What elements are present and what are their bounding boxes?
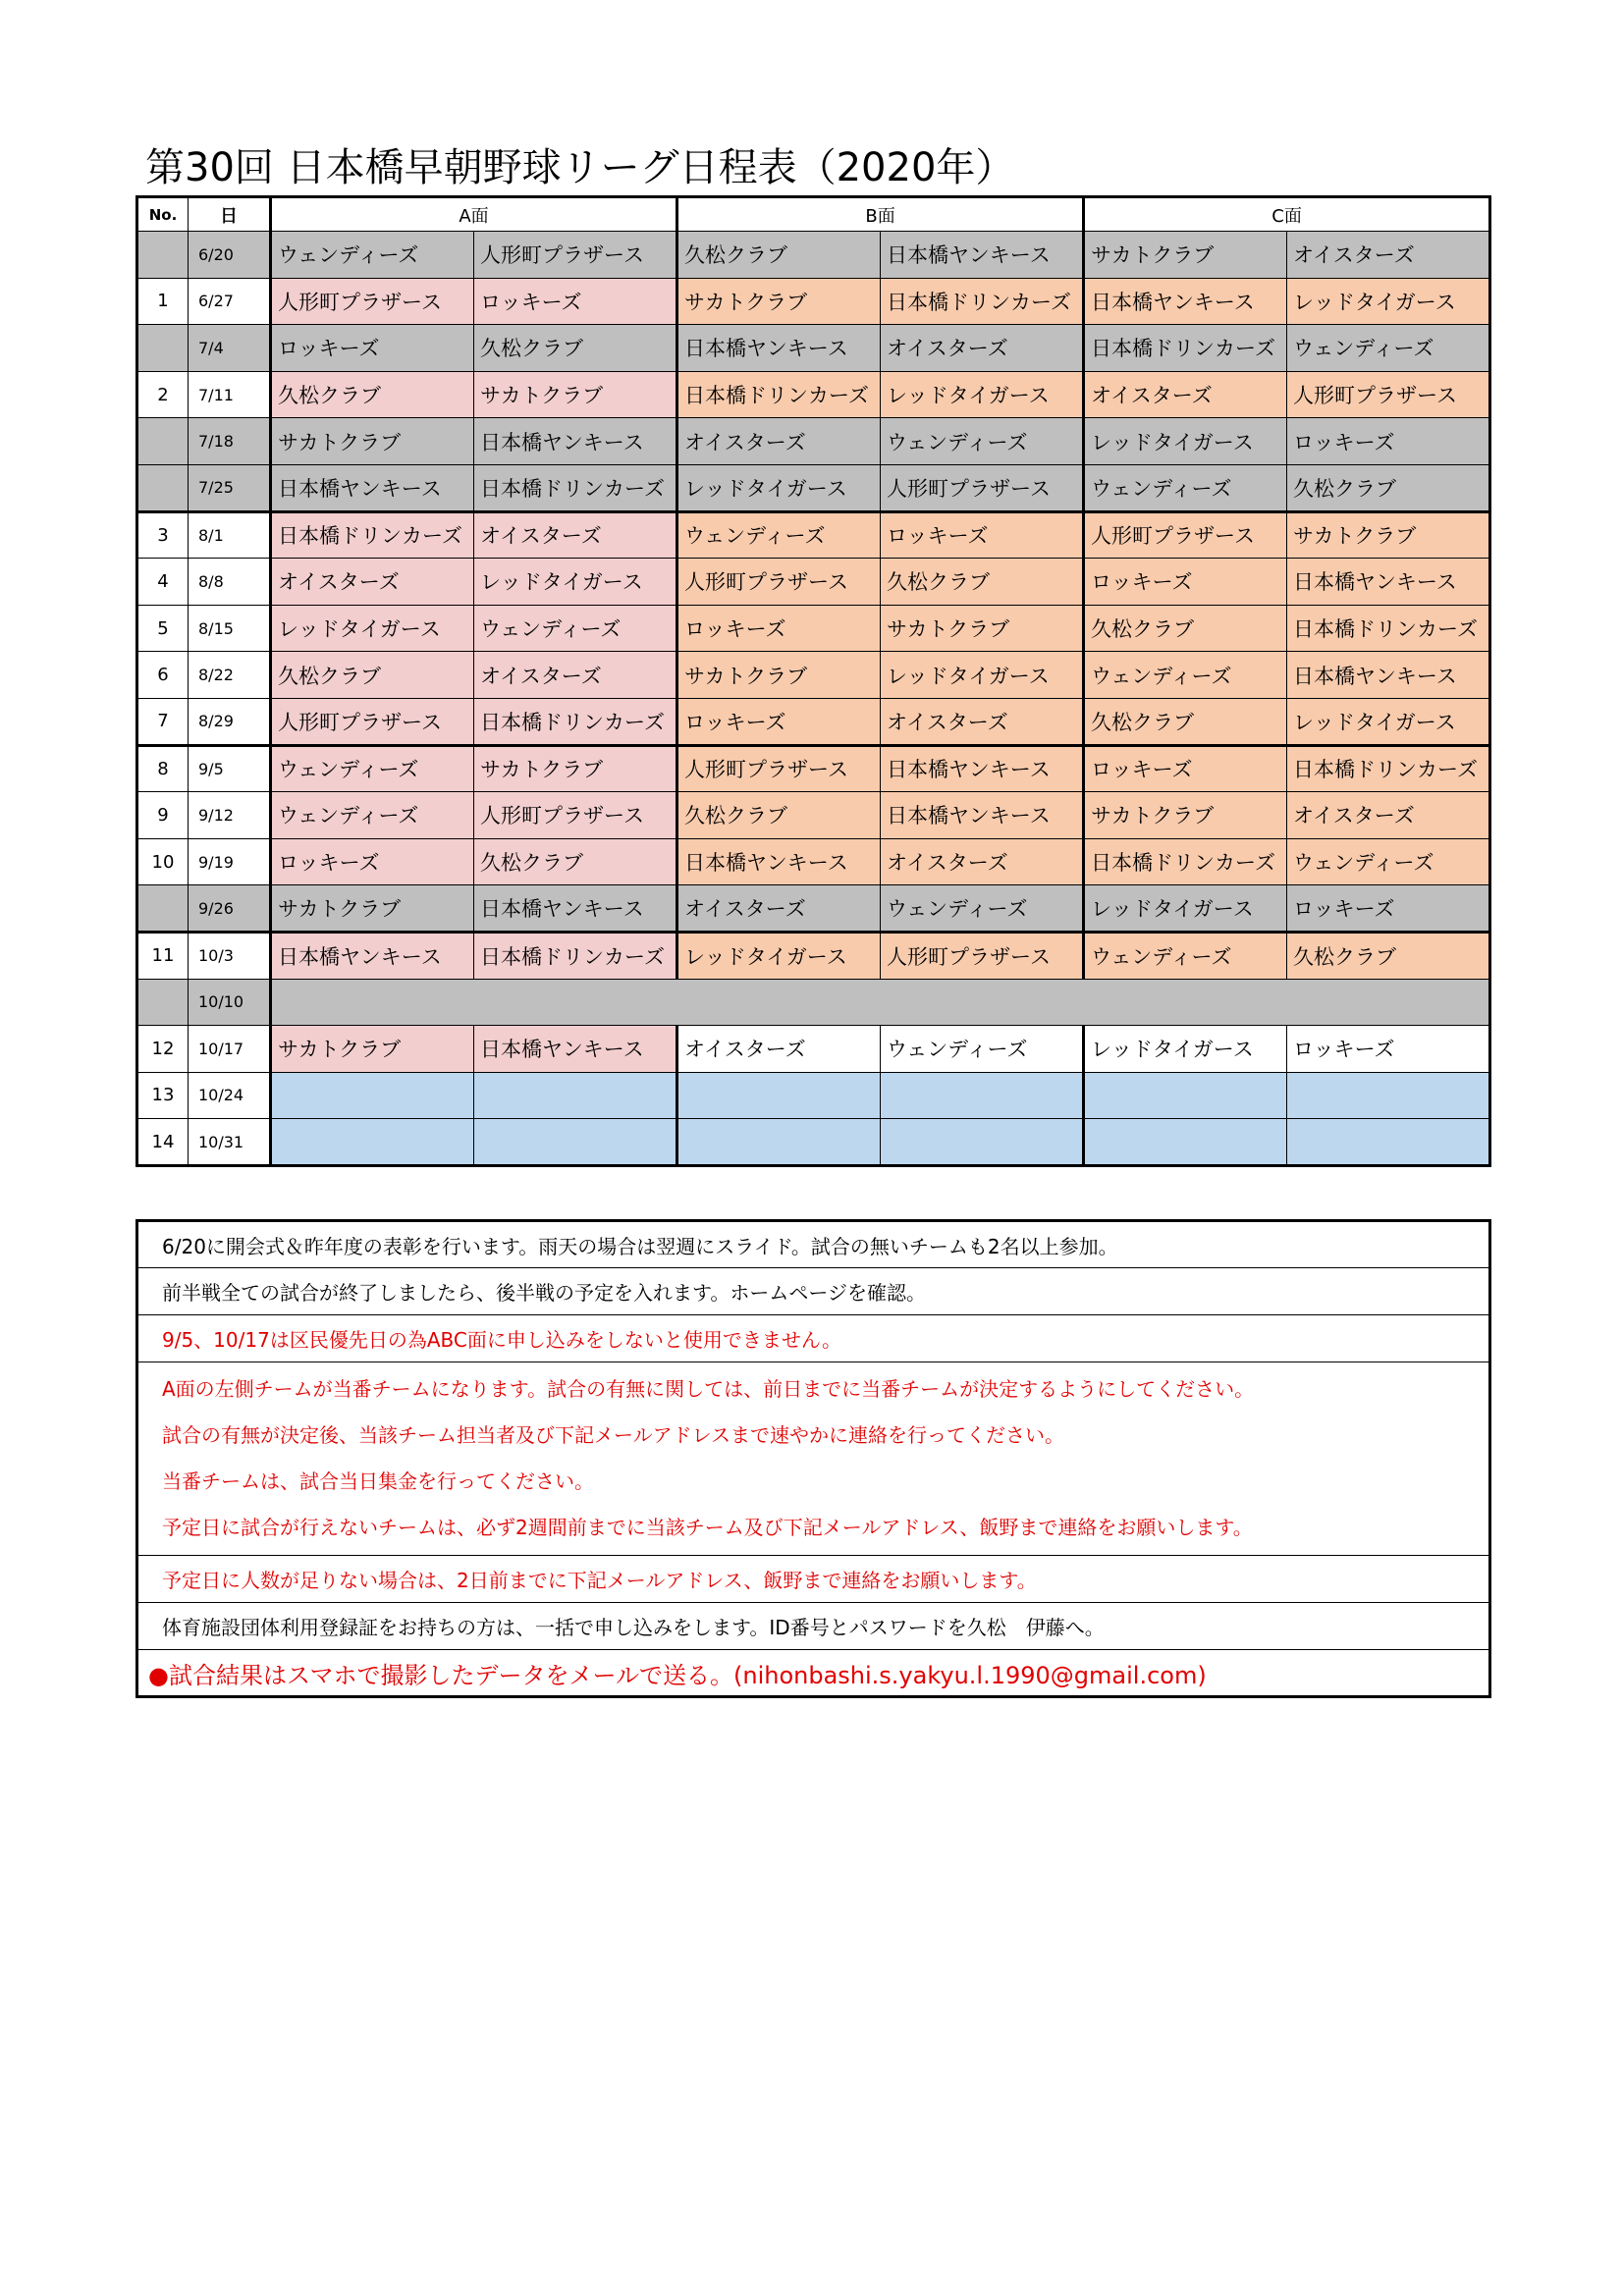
team-b-field-right: オイスターズ: [881, 325, 1084, 372]
team-c-field-right: 日本橋ドリンカーズ: [1287, 605, 1490, 652]
game-date: 8/29: [189, 698, 271, 745]
team-a-field-right: サカトクラブ: [474, 371, 677, 418]
note-priority-days: 9/5、10/17は区民優先日の為ABC面に申し込みをしないと使用できません。: [137, 1315, 1490, 1362]
team-a-field-left: 人形町プラザース: [271, 698, 474, 745]
round-number: 2: [137, 371, 189, 418]
team-c-field-left: ウェンディーズ: [1084, 932, 1287, 979]
team-a-field-left: ウェンディーズ: [271, 745, 474, 792]
table-row: [137, 1026, 1490, 1073]
team-c-field-right: レッドタイガース: [1287, 278, 1490, 325]
round-number: [137, 464, 189, 511]
team-c-field-left: [1084, 1072, 1287, 1119]
team-b-field-left: 人形町プラザース: [677, 745, 881, 792]
team-b-field-right: ロッキーズ: [881, 511, 1084, 559]
game-date: 6/20: [189, 232, 271, 279]
team-b-field-right: オイスターズ: [881, 698, 1084, 745]
round-number: 5: [137, 605, 189, 652]
team-c-field-left: 日本橋ドリンカーズ: [1084, 838, 1287, 885]
team-a-field-right: 久松クラブ: [474, 838, 677, 885]
table-row: [137, 792, 1490, 839]
table-row: [137, 1119, 1490, 1166]
note-results: [137, 1650, 1490, 1697]
team-a-field-right: 日本橋ヤンキース: [474, 885, 677, 933]
team-b-field-right: 日本橋ヤンキース: [881, 232, 1084, 279]
team-c-field-right: [1287, 1119, 1490, 1166]
team-a-field-right: 日本橋ヤンキース: [474, 418, 677, 465]
round-number: 12: [137, 1026, 189, 1073]
team-c-field-right: ロッキーズ: [1287, 1026, 1490, 1073]
table-row: [137, 418, 1490, 465]
round-number: 9: [137, 792, 189, 839]
table-row: [137, 278, 1490, 325]
team-c-field-left: レッドタイガース: [1084, 1026, 1287, 1073]
table-row: [137, 559, 1490, 606]
team-a-field-left: ウェンディーズ: [271, 232, 474, 279]
team-b-field-left: レッドタイガース: [677, 464, 881, 511]
team-c-field-right: 久松クラブ: [1287, 464, 1490, 511]
table-row: [137, 885, 1490, 933]
team-b-field-left: ロッキーズ: [677, 605, 881, 652]
round-number: 10: [137, 838, 189, 885]
team-c-field-left: 久松クラブ: [1084, 698, 1287, 745]
team-b-field-right: レッドタイガース: [881, 371, 1084, 418]
team-b-field-left: [677, 1072, 881, 1119]
team-b-field-right: [881, 1072, 1084, 1119]
team-b-field-left: オイスターズ: [677, 418, 881, 465]
bullet-icon: ●: [148, 1661, 169, 1689]
table-row: [137, 371, 1490, 418]
header-a-field: A面: [271, 197, 677, 232]
page-title: 第30回 日本橋早朝野球リーグ日程表（2020年）: [145, 145, 1015, 190]
team-a-field-left: 人形町プラザース: [271, 278, 474, 325]
team-a-field-left: サカトクラブ: [271, 885, 474, 933]
team-c-field-left: サカトクラブ: [1084, 232, 1287, 279]
team-a-field-left: ロッキーズ: [271, 325, 474, 372]
game-date: 10/24: [189, 1072, 271, 1119]
schedule-table: [135, 195, 1491, 1167]
team-c-field-left: サカトクラブ: [1084, 792, 1287, 839]
game-date: 9/12: [189, 792, 271, 839]
team-b-field-left: サカトクラブ: [677, 652, 881, 699]
team-c-field-right: ウェンディーズ: [1287, 325, 1490, 372]
round-number: 14: [137, 1119, 189, 1166]
team-a-field-right: ロッキーズ: [474, 278, 677, 325]
header-b-field: B面: [677, 197, 1084, 232]
team-c-field-right: オイスターズ: [1287, 792, 1490, 839]
team-a-field-left: 日本橋ドリンカーズ: [271, 511, 474, 559]
team-c-field-left: ロッキーズ: [1084, 559, 1287, 606]
team-b-field-right: 日本橋ドリンカーズ: [881, 278, 1084, 325]
game-date: 8/8: [189, 559, 271, 606]
round-number: 1: [137, 278, 189, 325]
team-c-field-right: サカトクラブ: [1287, 511, 1490, 559]
table-row: [137, 1072, 1490, 1119]
table-row: [137, 511, 1490, 559]
note-registration: 体育施設団体利用登録証をお持ちの方は、一括で申し込みをします。ID番号とパスワードを久松 伊藤へ。: [137, 1603, 1490, 1650]
team-a-field-left: [271, 1119, 474, 1166]
game-date: 9/19: [189, 838, 271, 885]
table-row: [137, 838, 1490, 885]
table-row: [137, 932, 1490, 979]
game-date: 7/4: [189, 325, 271, 372]
round-number: 6: [137, 652, 189, 699]
team-c-field-right: ロッキーズ: [1287, 885, 1490, 933]
note-cancellation: 予定日に試合が行えないチームは、必ず2週間前までに当該チーム及び下記メールアドレス、飯野まで連絡をお願いします。: [162, 1516, 1253, 1539]
header-day: 日: [189, 197, 271, 232]
game-date: 10/3: [189, 932, 271, 979]
table-row: [137, 232, 1490, 279]
round-number: [137, 418, 189, 465]
note-duty-team-block: [137, 1362, 1490, 1556]
game-date: 10/10: [189, 979, 271, 1026]
team-c-field-left: ウェンディーズ: [1084, 464, 1287, 511]
team-b-field-right: オイスターズ: [881, 838, 1084, 885]
team-b-field-right: 久松クラブ: [881, 559, 1084, 606]
team-a-field-left: サカトクラブ: [271, 418, 474, 465]
team-c-field-left: ウェンディーズ: [1084, 652, 1287, 699]
table-row: [137, 652, 1490, 699]
team-b-field-right: 人形町プラザース: [881, 464, 1084, 511]
team-a-field-right: 人形町プラザース: [474, 792, 677, 839]
team-a-field-right: レッドタイガース: [474, 559, 677, 606]
table-row: [137, 698, 1490, 745]
team-c-field-left: レッドタイガース: [1084, 418, 1287, 465]
team-b-field-left: 久松クラブ: [677, 792, 881, 839]
round-number: 4: [137, 559, 189, 606]
table-row: [137, 464, 1490, 511]
team-b-field-left: レッドタイガース: [677, 932, 881, 979]
team-c-field-left: [1084, 1119, 1287, 1166]
no-games-cell: [271, 979, 1490, 1026]
team-b-field-left: 日本橋ドリンカーズ: [677, 371, 881, 418]
team-c-field-right: [1287, 1072, 1490, 1119]
team-a-field-right: 日本橋ヤンキース: [474, 1026, 677, 1073]
round-number: 13: [137, 1072, 189, 1119]
team-b-field-right: ウェンディーズ: [881, 1026, 1084, 1073]
team-c-field-left: ロッキーズ: [1084, 745, 1287, 792]
team-c-field-left: 人形町プラザース: [1084, 511, 1287, 559]
team-c-field-left: オイスターズ: [1084, 371, 1287, 418]
team-a-field-right: 人形町プラザース: [474, 232, 677, 279]
schedule-body: [137, 232, 1490, 1166]
team-a-field-right: 日本橋ドリンカーズ: [474, 932, 677, 979]
team-c-field-right: レッドタイガース: [1287, 698, 1490, 745]
team-c-field-left: 久松クラブ: [1084, 605, 1287, 652]
team-b-field-right: 人形町プラザース: [881, 932, 1084, 979]
team-b-field-right: [881, 1119, 1084, 1166]
header-no: No.: [137, 197, 189, 232]
team-b-field-left: オイスターズ: [677, 885, 881, 933]
team-b-field-left: オイスターズ: [677, 1026, 881, 1073]
game-date: 8/1: [189, 511, 271, 559]
team-b-field-left: 日本橋ヤンキース: [677, 838, 881, 885]
team-b-field-left: 人形町プラザース: [677, 559, 881, 606]
team-a-field-right: オイスターズ: [474, 511, 677, 559]
team-c-field-right: オイスターズ: [1287, 232, 1490, 279]
table-row: [137, 325, 1490, 372]
note-collection: 当番チームは、試合当日集金を行ってください。: [162, 1469, 594, 1493]
team-a-field-right: 日本橋ドリンカーズ: [474, 464, 677, 511]
game-date: 10/31: [189, 1119, 271, 1166]
game-date: 9/26: [189, 885, 271, 933]
team-a-field-left: 日本橋ヤンキース: [271, 932, 474, 979]
round-number: 8: [137, 745, 189, 792]
team-c-field-right: 人形町プラザース: [1287, 371, 1490, 418]
game-date: 8/15: [189, 605, 271, 652]
team-a-field-left: ロッキーズ: [271, 838, 474, 885]
table-header-row: [137, 197, 1490, 232]
team-a-field-left: オイスターズ: [271, 559, 474, 606]
team-c-field-right: 日本橋ヤンキース: [1287, 652, 1490, 699]
team-b-field-right: ウェンディーズ: [881, 885, 1084, 933]
round-number: 7: [137, 698, 189, 745]
note-contact: 試合の有無が決定後、当該チーム担当者及び下記メールアドレスまで速やかに連絡を行ってください。: [162, 1423, 1064, 1447]
team-c-field-right: ウェンディーズ: [1287, 838, 1490, 885]
team-a-field-left: [271, 1072, 474, 1119]
team-a-field-right: オイスターズ: [474, 652, 677, 699]
team-c-field-right: ロッキーズ: [1287, 418, 1490, 465]
table-row: [137, 979, 1490, 1026]
team-a-field-right: [474, 1072, 677, 1119]
team-b-field-left: 久松クラブ: [677, 232, 881, 279]
team-b-field-right: 日本橋ヤンキース: [881, 745, 1084, 792]
team-b-field-left: ウェンディーズ: [677, 511, 881, 559]
team-a-field-right: サカトクラブ: [474, 745, 677, 792]
team-a-field-right: [474, 1119, 677, 1166]
team-c-field-left: 日本橋ドリンカーズ: [1084, 325, 1287, 372]
round-number: [137, 232, 189, 279]
note-opening-ceremony: 6/20に開会式＆昨年度の表彰を行います。雨天の場合は翌週にスライド。試合の無いチームも2名以上参加。: [137, 1221, 1490, 1268]
header-c-field: C面: [1084, 197, 1490, 232]
game-date: 10/17: [189, 1026, 271, 1073]
table-row: [137, 605, 1490, 652]
game-date: 7/18: [189, 418, 271, 465]
team-b-field-right: レッドタイガース: [881, 652, 1084, 699]
team-c-field-left: 日本橋ヤンキース: [1084, 278, 1287, 325]
team-a-field-left: ウェンディーズ: [271, 792, 474, 839]
team-c-field-right: 日本橋ドリンカーズ: [1287, 745, 1490, 792]
team-b-field-right: ウェンディーズ: [881, 418, 1084, 465]
round-number: [137, 979, 189, 1026]
note-shortage: 予定日に人数が足りない場合は、2日前までに下記メールアドレス、飯野まで連絡をお願いします。: [137, 1556, 1490, 1603]
round-number: [137, 885, 189, 933]
round-number: [137, 325, 189, 372]
team-b-field-left: [677, 1119, 881, 1166]
game-date: 9/5: [189, 745, 271, 792]
game-date: 7/11: [189, 371, 271, 418]
team-b-field-right: サカトクラブ: [881, 605, 1084, 652]
note-duty-team: A面の左側チームが当番チームになります。試合の有無に関しては、前日までに当番チームが決定するようにしてください。: [162, 1377, 1255, 1401]
team-a-field-left: サカトクラブ: [271, 1026, 474, 1073]
game-date: 6/27: [189, 278, 271, 325]
team-a-field-left: レッドタイガース: [271, 605, 474, 652]
team-a-field-left: 日本橋ヤンキース: [271, 464, 474, 511]
note-results-text: 試合結果はスマホで撮影したデータをメールで送る。(nihonbashi.s.yakyu.l.1990@gmail.com): [168, 1661, 1207, 1689]
team-c-field-right: 日本橋ヤンキース: [1287, 559, 1490, 606]
round-number: 3: [137, 511, 189, 559]
team-b-field-right: 日本橋ヤンキース: [881, 792, 1084, 839]
table-row: [137, 745, 1490, 792]
team-b-field-left: ロッキーズ: [677, 698, 881, 745]
game-date: 7/25: [189, 464, 271, 511]
note-second-half: 前半戦全ての試合が終了しましたら、後半戦の予定を入れます。ホームページを確認。: [137, 1268, 1490, 1315]
team-b-field-left: サカトクラブ: [677, 278, 881, 325]
team-c-field-left: レッドタイガース: [1084, 885, 1287, 933]
team-a-field-right: 久松クラブ: [474, 325, 677, 372]
notes-table: [135, 1219, 1491, 1698]
round-number: 11: [137, 932, 189, 979]
team-a-field-right: ウェンディーズ: [474, 605, 677, 652]
team-c-field-right: 久松クラブ: [1287, 932, 1490, 979]
team-a-field-right: 日本橋ドリンカーズ: [474, 698, 677, 745]
team-a-field-left: 久松クラブ: [271, 371, 474, 418]
team-b-field-left: 日本橋ヤンキース: [677, 325, 881, 372]
team-a-field-left: 久松クラブ: [271, 652, 474, 699]
game-date: 8/22: [189, 652, 271, 699]
